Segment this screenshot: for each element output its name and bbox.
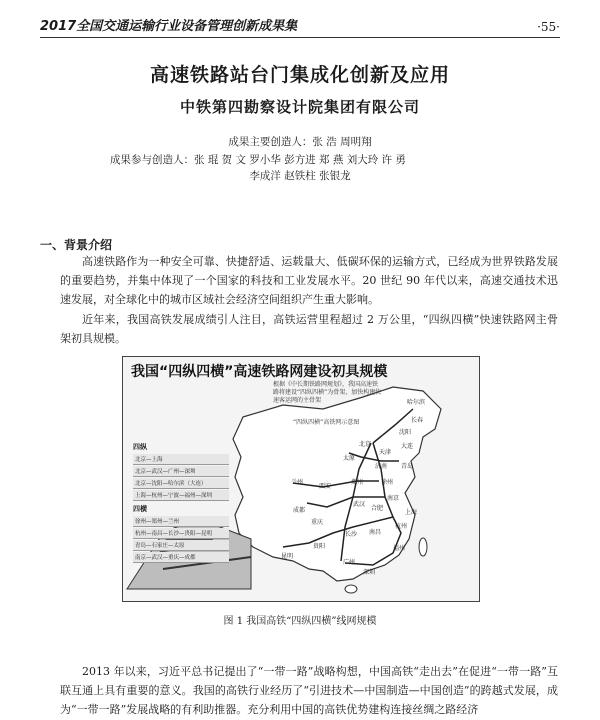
railway-map-figure — [122, 356, 480, 602]
article-title: 高速铁路站台门集成化创新及应用 — [149, 64, 450, 86]
city-label: 福州 — [393, 545, 406, 552]
legend-item: 杭州—南昌—长沙—贵阳—昆明 — [133, 528, 229, 539]
legend-item: 南京—武汉—重庆—成都 — [133, 552, 229, 563]
figure-caption: 图 1 我国高铁“四纵四横”线网规模 — [223, 616, 377, 627]
city-label: 贵阳 — [313, 543, 326, 550]
paragraph-3: 2013 年以来，习近平总书记提出了“一带一路”战略构想，中国高铁“走出去”在促进“一带一路”互联互通上具有重要的意义。我国的高铁行业经历了“引进技术—中国制造—中国创造”的跨越式发展，成为“一带一路”发展战略的有利助推器。充分利用中国的高铁优势建构连接丝绸之路经济 — [60, 665, 558, 716]
city-label: 济南 — [375, 463, 388, 470]
city-label: 成都 — [293, 507, 306, 514]
city-label: 太原 — [343, 455, 356, 462]
legend-item: 上海—杭州—宁波—福州—深圳 — [133, 490, 229, 501]
city-label: 南昌 — [369, 529, 382, 536]
city-label: 北京 — [359, 441, 372, 448]
city-label: 杭州 — [395, 523, 408, 530]
city-label: 天津 — [379, 449, 392, 456]
city-label: 深圳 — [363, 569, 376, 576]
hainan-island — [345, 585, 357, 593]
page-number: ·55· — [537, 20, 560, 34]
map-subtitle: “四纵四横”高铁网示意图 — [293, 419, 360, 426]
city-label: 武汉 — [353, 501, 366, 508]
legend-item: 北京—上海 — [133, 454, 229, 465]
header-book-title: 2017全国交通运输行业设备管理创新成果集 — [40, 19, 298, 34]
city-label: 南京 — [387, 495, 400, 502]
city-label: 郑州 — [351, 479, 364, 486]
organization: 中铁第四勘察设计院集团有限公司 — [179, 98, 420, 116]
city-label: 昆明 — [281, 553, 294, 560]
city-label: 广州 — [343, 559, 356, 566]
city-label: 哈尔滨 — [407, 399, 426, 406]
legend-item: 青岛—石家庄—太原 — [133, 540, 229, 551]
city-label: 重庆 — [311, 519, 324, 526]
city-label: 大连 — [401, 443, 414, 450]
main-creators: 成果主要创造人：张 浩 周明翔 — [228, 136, 372, 148]
map-note: 根据《中长期铁路网规划》，我国高速铁路将建设“四纵四横”为骨架，加快构建快速客运网的主骨架 — [273, 381, 382, 404]
section-heading: 一、背景介绍 — [40, 238, 113, 252]
paragraph-2: 近年来，我国高铁发展成绩引人注目，高铁运营里程超过 2 万公里，“四纵四横”快速铁路网主骨架初具规模。 — [60, 313, 558, 345]
city-label: 长沙 — [345, 531, 358, 538]
city-label: 沈阳 — [399, 429, 412, 436]
city-label: 上海 — [405, 509, 418, 516]
legend-item: 徐州—郑州—兰州 — [133, 516, 229, 527]
legend-item: 北京—沈阳—哈尔滨（大连） — [133, 478, 229, 489]
map-legend — [133, 439, 229, 564]
city-label: 合肥 — [371, 505, 384, 512]
city-label: 西安 — [319, 483, 332, 490]
city-label: 兰州 — [291, 479, 304, 486]
paragraph-1: 高速铁路作为一种安全可靠、快捷舒适、运载量大、低碳环保的运输方式，已经成为世界铁路发展的重要趋势，并集中体现了一个国家的科技和工业发展水平。20 世纪 90 年代以来，高速交通技术迅速发展，对全球化中的城市区域社会经济空间组织产生重大影响。 — [60, 255, 558, 306]
participant-creators-2: 李成洋 赵铁柱 张银龙 — [249, 170, 351, 182]
page-header — [40, 8, 560, 38]
legend-heading-vertical: 四纵 — [133, 443, 147, 451]
participant-creators-1: 成果参与创造人：张 琨 贺 文 罗小华 彭方进 郑 燕 刘大玲 许 勇 — [110, 154, 406, 166]
city-label: 青岛 — [401, 463, 414, 470]
city-label: 长春 — [411, 417, 424, 424]
taiwan-island — [419, 538, 427, 556]
map-title: 我国“四纵四横”高速铁路网建设初具规模 — [131, 364, 388, 380]
city-label: 徐州 — [381, 479, 394, 486]
legend-item: 北京—武汉—广州—深圳 — [133, 466, 229, 477]
legend-heading-horizontal: 四横 — [133, 505, 147, 513]
